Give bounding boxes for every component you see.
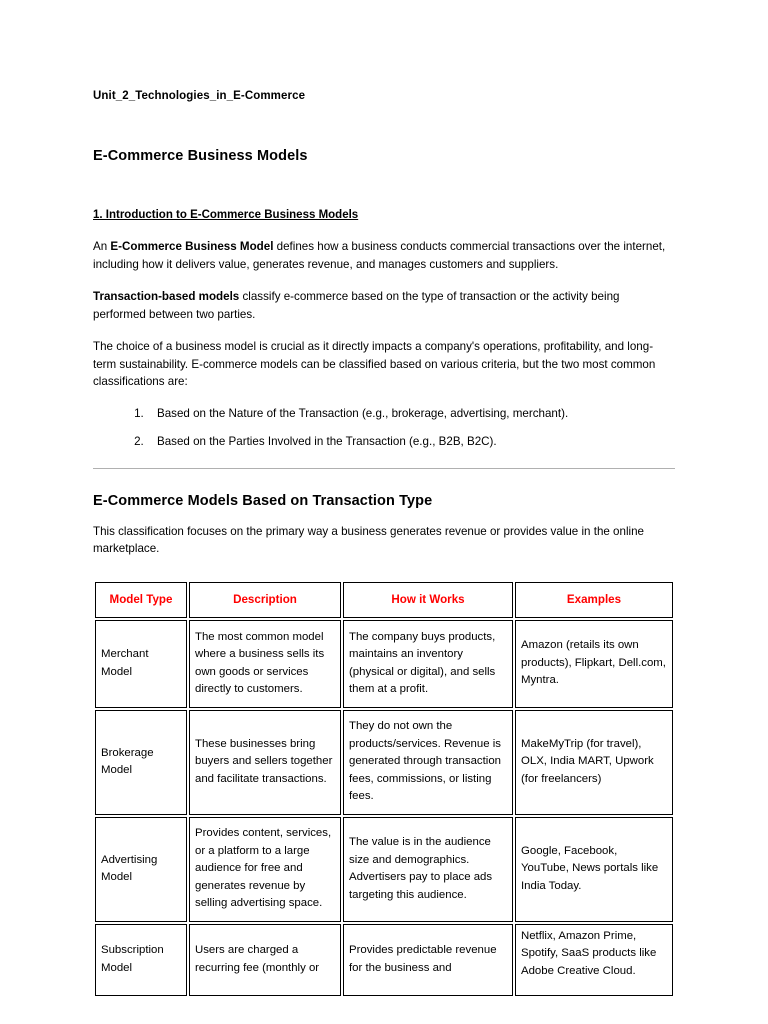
table-header-row [95, 582, 673, 618]
list-item: 1. Based on the Nature of the Transaction (e.g., brokerage, advertising, merchant). [147, 405, 675, 423]
cell-examples: Google, Facebook, YouTube, News portals like India Today. [515, 817, 673, 922]
cell-model-type: Merchant Model [95, 620, 187, 708]
paragraph-definition-rest: defines how a business conducts commercial transactions over the internet, including how it delivers value, generates revenue, and manages customers and suppliers. [93, 240, 666, 271]
document-content [93, 0, 675, 998]
table-row [95, 710, 673, 815]
cell-model-type: Advertising Model [95, 817, 187, 922]
section-heading-transaction-type: E-Commerce Models Based on Transaction Type [93, 492, 433, 509]
column-header-how-it-works: How it Works [343, 582, 513, 618]
cell-examples: Netflix, Amazon Prime, Spotify, SaaS products like Adobe Creative Cloud. [515, 924, 673, 996]
paragraph-choice-of-model: The choice of a business model is crucial as it directly impacts a company's operations, profitability, and long-term sustainability. E-commerce models can be classified based on various criteria, but the two most common classifications are: [93, 340, 656, 388]
paragraph-transaction-rest: classify e-commerce based on the type of transaction or the activity being performed between two parties. [93, 290, 620, 321]
section-heading-introduction: 1. Introduction to E-Commerce Business Models [93, 209, 359, 221]
cell-examples: MakeMyTrip (for travel), OLX, India MART, Upwork (for freelancers) [515, 710, 673, 815]
column-header-description: Description [189, 582, 341, 618]
column-header-model-type: Model Type [95, 582, 187, 618]
paragraph-definition-prefix: An [93, 240, 111, 253]
cell-how-it-works: They do not own the products/services. Revenue is generated through transaction fees, commissions, or listing fees. [343, 710, 513, 815]
cell-how-it-works: Provides predictable revenue for the business and [343, 924, 513, 996]
list-item: 2. Based on the Parties Involved in the Transaction (e.g., B2B, B2C). [147, 433, 675, 451]
table-row [95, 817, 673, 922]
cell-description: Users are charged a recurring fee (monthly or [189, 924, 341, 996]
cell-description: The most common model where a business sells its own goods or services directly to customers. [189, 620, 341, 708]
cell-model-type: Subscription Model [95, 924, 187, 996]
document-file-title: Unit_2_Technologies_in_E-Commerce [93, 90, 306, 102]
paragraph-definition [93, 223, 675, 273]
models-table-wrapper [93, 558, 675, 998]
cell-description: These businesses bring buyers and sellers together and facilitate transactions. [189, 710, 341, 815]
table-body [95, 620, 673, 996]
table-row [95, 924, 673, 996]
classification-list [93, 391, 675, 451]
cell-how-it-works: The value is in the audience size and demographics. Advertisers pay to place ads targeting this audience. [343, 817, 513, 922]
table-row [95, 620, 673, 708]
cell-how-it-works: The company buys products, maintains an inventory (physical or digital), and sells them at a profit. [343, 620, 513, 708]
table-header [95, 582, 673, 618]
cell-examples: Amazon (retails its own products), Flipkart, Dell.com, Myntra. [515, 620, 673, 708]
paragraph-transaction-based [93, 273, 675, 323]
ecommerce-models-table [93, 580, 675, 998]
column-header-examples: Examples [515, 582, 673, 618]
cell-model-type: Brokerage Model [95, 710, 187, 815]
paragraph-definition-bold-term: E-Commerce Business Model [110, 240, 274, 253]
paragraph-classification-intro: This classification focuses on the primary way a business generates revenue or provides value in the online marketplace. [93, 524, 644, 555]
paragraph-transaction-bold-term: Transaction-based models [93, 290, 240, 303]
cell-description: Provides content, services, or a platform to a large audience for free and generates revenue by selling advertising space. [189, 817, 341, 922]
page-title: E-Commerce Business Models [93, 148, 308, 164]
